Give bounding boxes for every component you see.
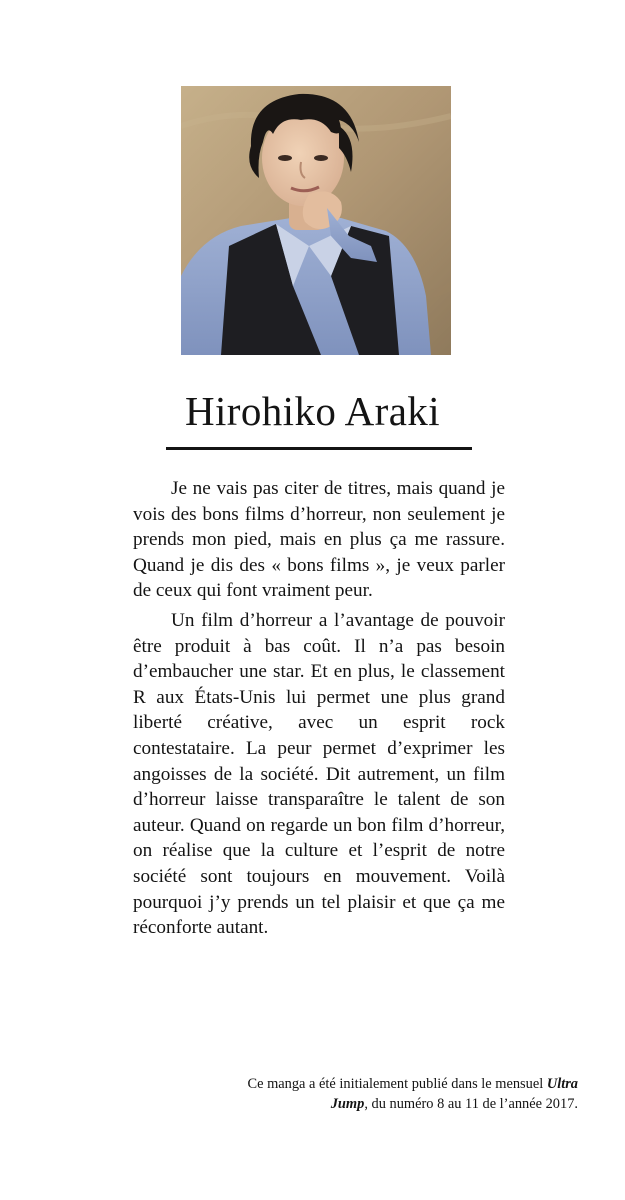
author-photo — [181, 86, 451, 355]
author-bio — [133, 476, 505, 941]
title-underline — [166, 447, 472, 450]
magazine-title: Ultra Jump — [330, 1076, 578, 1112]
bio-paragraph: Je ne vais pas citer de titres, mais quand je vois des bons films d’horreur, non seulement je prends mon pied, mais en plus ça me rassure. Quand je dis des « bons films », je veux parler de ceux qui font vraiment peur. — [133, 478, 505, 602]
author-name: Hirohiko Araki — [185, 388, 440, 434]
publication-note-issues: , du numéro 8 au 11 de l’année 2017. — [364, 1096, 578, 1112]
bio-paragraph: Un film d’horreur a l’avantage de pouvoir être produit à bas coût. Il n’a pas besoin d’embaucher une star. Et en plus, le classement R aux États-Unis lui permet une plus grand liberté créative, avec un esprit rock contestataire. La peur permet d’exprimer les angoisses de la société. Dit autrement, un film d’horreur laisse transparaître le talent de son auteur. Quand on regarde un bon film d’horreur, on réalise que la culture et l’esprit de notre société sont toujours en mouvement. Voilà pourquoi j’y prends un tel plaisir et que ça me réconforte autant. — [133, 609, 505, 939]
publication-note-text: Ce manga a été initialement publié dans le mensuel — [247, 1076, 547, 1092]
publication-note — [218, 1074, 578, 1114]
